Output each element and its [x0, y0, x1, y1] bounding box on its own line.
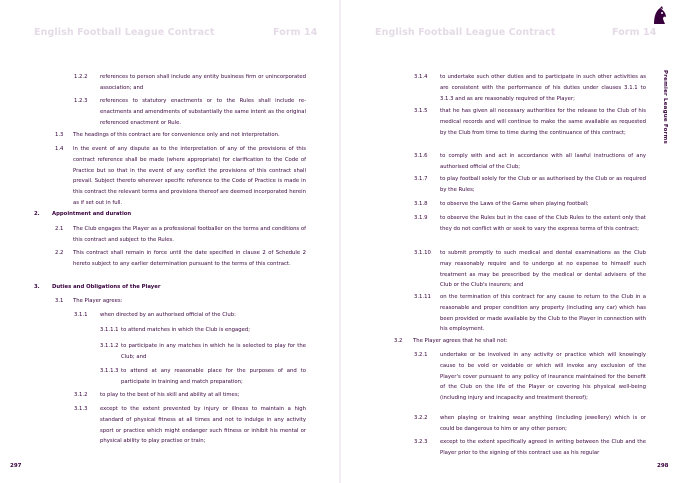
clause-number: 1.4 [55, 146, 64, 152]
clause-number: 3.1.1.2 [100, 343, 119, 349]
clause-number: 3.1.1.1 [100, 327, 119, 333]
clause-number: 3.1.8 [414, 201, 428, 207]
clause-text: except to the extent prevented by injury or illness to maintain a high standard of physical fitness at all times and not to indulge in any activity sport or practice which might endanger such fitness or inhibit his mental or physical ability to play practise or train; [100, 406, 306, 445]
clause-number: 3.2 [394, 338, 403, 344]
premier-league-logo-icon [648, 4, 672, 28]
clause-number: 3.1.9 [414, 215, 428, 221]
clause-text: to play to the best of his skill and ability at all times; [100, 392, 240, 398]
right-page [340, 0, 680, 483]
clause-text: undertake or be involved in any activity or practice which will knowingly cause to be void or voidable or which will invoke any exclusion of the Player's cover pursuant to any policy of insurance maintained for the benefit of the Club on the life of the Player or covering his physical well-being (including injury and incapacity and treatment thereof); [440, 352, 646, 402]
clause-number: 3.1 [55, 298, 64, 304]
clause-number: 3.1.2 [74, 392, 88, 398]
clause-number: 3.1.5 [414, 108, 428, 114]
clause-number: 3.2.1 [414, 352, 428, 358]
clause-text: The Player agrees that he shall not: [413, 338, 508, 344]
section-heading: Appointment and duration [52, 211, 132, 217]
clause-text: when playing or training wear anything (including jewellery) which is or could be dangerous to him or any other person; [440, 415, 646, 432]
section-number: 2. [34, 211, 40, 217]
clause-text: This contract shall remain in force until the date specified in clause 2 of Schedule 2 hereto subject to any earlier determination pursuant to the terms of this contract. [73, 250, 306, 267]
clause-number: 1.3 [55, 132, 64, 138]
clause-number: 2.2 [55, 250, 64, 256]
clause-text: to submit promptly to such medical and dental examinations as the Club may reasonably require and to undergo at no expense to himself such treatment as may be prescribed by the medical or dental advisers of the Club or the Club's insurers; and [440, 250, 646, 289]
clause-number: 3.2.3 [414, 439, 428, 445]
clause-number: 3.1.7 [414, 176, 428, 182]
clause-text: to attend at any reasonable place for the purposes of and to participate in training and match preparation; [121, 368, 306, 385]
page-number-right: 298 [657, 463, 669, 469]
clause-number: 3.1.11 [414, 294, 431, 300]
left-header-form: Form 14 [273, 27, 318, 38]
clause-number: 2.1 [55, 226, 64, 232]
right-header-form: Form 14 [612, 27, 657, 38]
side-label-premier-league-forms: Premier League Forms [662, 70, 668, 144]
clause-number: 1.2.2 [74, 74, 88, 80]
clause-number: 3.1.6 [414, 153, 428, 159]
clause-text: to participate in any matches in which he is selected to play for the Club; and [121, 343, 306, 360]
clause-number: 3.1.4 [414, 74, 428, 80]
clause-text: references to person shall include any entity business firm or unincorporated association; and [100, 74, 306, 91]
section-number: 3. [34, 284, 40, 290]
clause-number: 3.1.3 [74, 406, 88, 412]
section-heading: Duties and Obligations of the Player [52, 284, 161, 290]
clause-text: to comply with and act in accordance with all lawful instructions of any authorised official of the Club; [440, 153, 646, 170]
clause-text: The Club engages the Player as a professional footballer on the terms and conditions of this contract and subject to the Rules. [73, 226, 306, 243]
clause-text: except to the extent specifically agreed in writing between the Club and the Player prior to the signing of this contract use as his regular [440, 439, 646, 456]
clause-text: In the event of any dispute as to the interpretation of any of the provisions of this contract reference shall be made (where appropriate) for clarification to the Code of Practice but so that in the event of any conflict the provisions of this contract shall prevail. Subject thereto wherever specific reference to the Code of Practice is made in this contract the relevant terms and provisions thereof are deemed incorporated herein as if set out in full. [73, 146, 306, 206]
clause-number: 3.1.10 [414, 250, 431, 256]
left-header-title: English Football League Contract [34, 27, 215, 38]
clause-text: to undertake such other duties and to participate in such other activities as are consistent with the performance of his duties under clauses 3.1.1 to 3.1.3 and as are reasonably required of the Player; [440, 74, 646, 102]
clause-text: to observe the Laws of the Game when playing football; [440, 201, 589, 207]
clause-text: that he has given all necessary authorities for the release to the Club of his medical records and will continue to make the same available as requested by the Club from time to time during the continuance of this contract; [440, 108, 646, 136]
page-number-left: 297 [10, 463, 22, 469]
clause-number: 3.1.1.3 [100, 368, 119, 374]
clause-text: on the termination of this contract for any cause to return to the Club in a reasonable and proper condition any property (including any car) which has been provided or made available by the Club to the Player in connection with his employment. [440, 294, 646, 333]
clause-text: when directed by an authorised official of the Club: [100, 312, 236, 318]
clause-text: to play football solely for the Club or as authorised by the Club or as required by the Rules; [440, 176, 646, 193]
clause-number: 3.2.2 [414, 415, 428, 421]
clause-number: 1.2.3 [74, 98, 88, 104]
clause-text: to observe the Rules but in the case of the Club Rules to the extent only that they do not conflict with or seek to vary the express terms of this contract; [440, 215, 646, 232]
clause-text: references to statutory enactments or to the Rules shall include re-enactments and amendments of substantially the same intent as the original referenced enactment or Rule. [100, 98, 306, 126]
clause-number: 3.1.1 [74, 312, 88, 318]
clause-text: The Player agrees: [73, 298, 123, 304]
right-header-title: English Football League Contract [375, 27, 556, 38]
clause-text: to attend matches in which the Club is engaged; [121, 327, 251, 333]
clause-text: The headings of this contract are for convenience only and not interpretation. [73, 132, 280, 138]
